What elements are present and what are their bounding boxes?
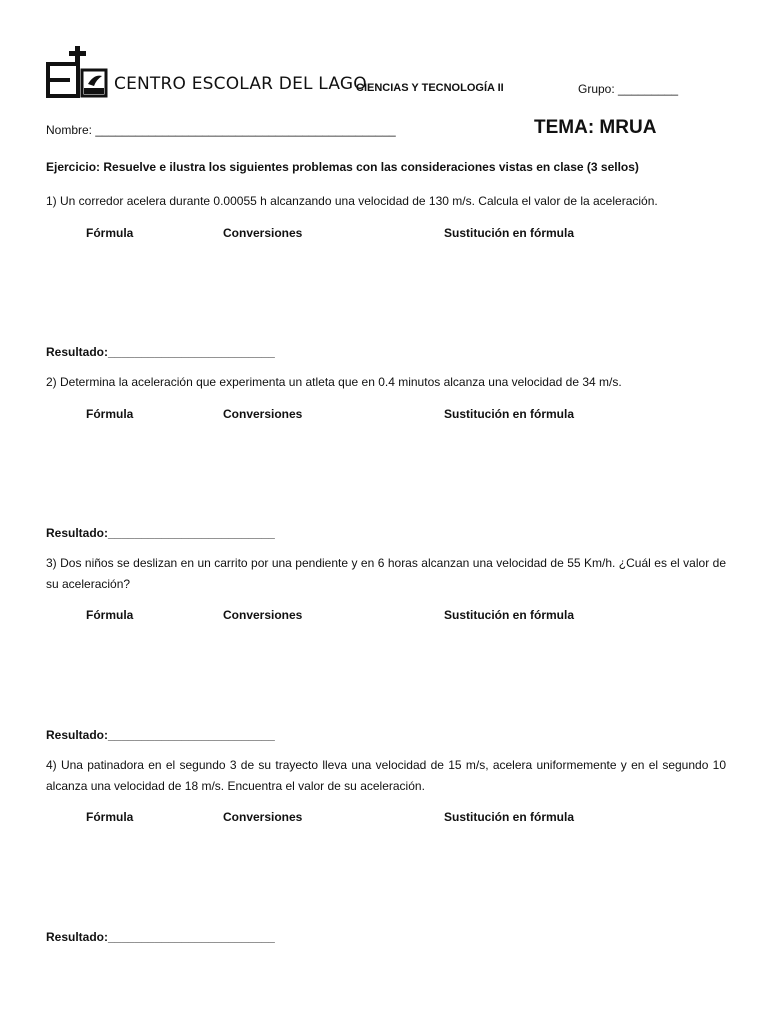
problem-4-text: 4) Una patinadora en el segundo 3 de su trayecto lleva una velocidad de 15 m/s, acelera uniformemente y en el segundo 10 alcanza una velocidad de 18 m/s. Encuentra el valor de su aceleración.: [46, 758, 726, 793]
problem-3-text: 3) Dos niños se deslizan en un carrito por una pendiente y en 6 horas alcanzan una velocidad de 55 Km/h. ¿Cuál es el valor de su aceleración?: [46, 556, 726, 591]
problem-3-formula-heading: Fórmula: [86, 608, 134, 622]
problem-3-conversiones-heading: Conversiones: [223, 608, 303, 622]
problem-2-formula-heading: Fórmula: [86, 407, 134, 421]
problem-2-conversiones-heading: Conversiones: [223, 407, 303, 421]
school-logo-icon: [46, 46, 110, 98]
problem-2-resultado[interactable]: Resultado:_________________________: [46, 526, 275, 540]
subject-title: CIENCIAS Y TECNOLOGÍA II: [356, 82, 504, 94]
tema-title: TEMA: MRUA: [534, 117, 657, 138]
school-name: CENTRO ESCOLAR DEL LAGO: [114, 74, 367, 94]
problem-1-formula-heading: Fórmula: [86, 226, 134, 240]
problem-3-resultado[interactable]: Resultado:_________________________: [46, 728, 275, 742]
problem-2-sustitucion-heading: Sustitución en fórmula: [444, 407, 575, 421]
problem-2-text: 2) Determina la aceleración que experimenta un atleta que en 0.4 minutos alcanza una velocidad de 34 m/s.: [46, 375, 622, 389]
problem-4-resultado[interactable]: Resultado:_________________________: [46, 930, 275, 944]
problem-4-formula-heading: Fórmula: [86, 810, 134, 824]
problem-4-conversiones-heading: Conversiones: [223, 810, 303, 824]
problem-1-conversiones-heading: Conversiones: [223, 226, 303, 240]
nombre-field[interactable]: Nombre: _____________________________________________: [46, 123, 396, 137]
school-logo: [46, 46, 367, 98]
problem-1-sustitucion-heading: Sustitución en fórmula: [444, 226, 575, 240]
problem-1-resultado[interactable]: Resultado:_________________________: [46, 345, 275, 359]
problem-4-sustitucion-heading: Sustitución en fórmula: [444, 810, 575, 824]
problem-3-sustitucion-heading: Sustitución en fórmula: [444, 608, 575, 622]
grupo-field[interactable]: Grupo: _________: [578, 82, 679, 96]
instructions: Ejercicio: Resuelve e ilustra los siguientes problemas con las consideraciones vistas en clase (3 sellos): [46, 160, 639, 174]
problem-1-text: 1) Un corredor acelera durante 0.00055 h alcanzando una velocidad de 130 m/s. Calcula el valor de la aceleración.: [46, 194, 658, 208]
